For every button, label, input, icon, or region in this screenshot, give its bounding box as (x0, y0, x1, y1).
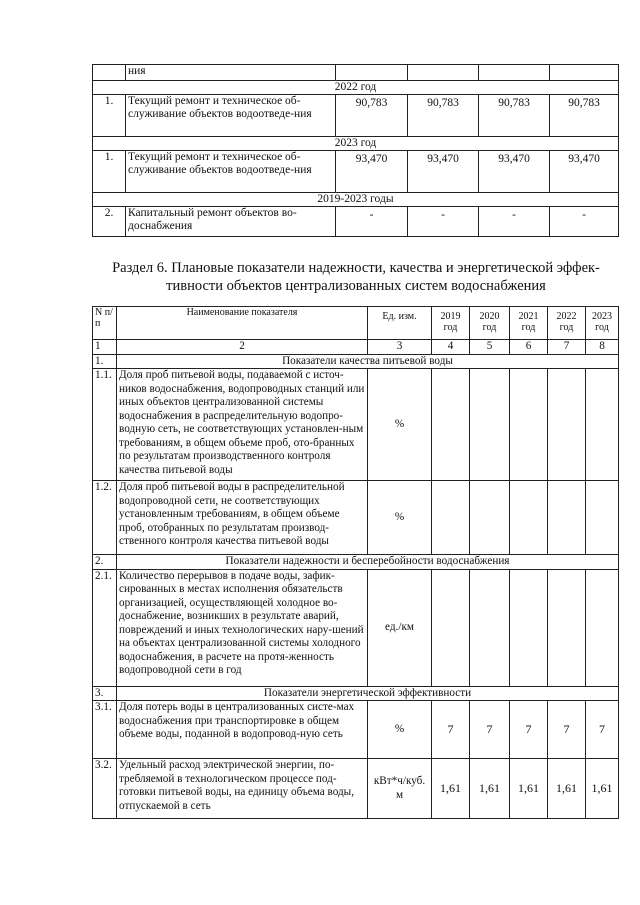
table-row (93, 759, 619, 819)
section-header-row (93, 686, 619, 701)
value-cell: 7 (470, 701, 510, 759)
row-name: Текущий ремонт и техническое об-служивание объектов водоотведе-ния (126, 151, 336, 193)
value-cell: - (336, 207, 408, 237)
value-cell: 90,783 (479, 95, 550, 137)
value-cell (586, 569, 619, 686)
header-year: 2021 год (510, 307, 548, 340)
value-cell (432, 481, 470, 555)
value-cell (548, 569, 586, 686)
section-header-row (93, 354, 619, 369)
value-cell: 93,470 (550, 151, 619, 193)
header-unit: Ед. изм. (368, 307, 432, 340)
value-cell: 7 (586, 701, 619, 759)
value-cell: - (550, 207, 619, 237)
row-number: 3.1. (93, 701, 117, 759)
header-year: 2023 год (586, 307, 619, 340)
value-cell: 7 (510, 701, 548, 759)
year-label: 2019-2023 годы (93, 193, 619, 207)
value-cell: 7 (432, 701, 470, 759)
year-header-row (93, 81, 619, 95)
row-name: Доля проб питьевой воды, подаваемой с источ-ников водоснабжения, водопроводных станций или иных объектов централизованной системы водоснабжения в распределительную водопро-водную сеть, не соответствующих установлен-ным требованиям, в общем объеме проб, ото-бранных по результатам производственного контроля качества питьевой воды (117, 369, 368, 481)
column-number: 5 (470, 340, 510, 355)
section-heading: Показатели качества питьевой воды (117, 354, 619, 369)
value-cell (470, 481, 510, 555)
row-number: 1.1. (93, 369, 117, 481)
value-cell (586, 369, 619, 481)
indicators-table (92, 306, 619, 819)
value-cell: 1,61 (586, 759, 619, 819)
header-year: 2020 год (470, 307, 510, 340)
section-number: 1. (93, 354, 117, 369)
table-row (93, 207, 619, 237)
row-name: Доля потерь воды в централизованных систе-мах водоснабжения при транспортировке в общем объеме воды, поданной в водопровод-ную сеть (117, 701, 368, 759)
column-number: 8 (586, 340, 619, 355)
column-number: 6 (510, 340, 548, 355)
row-unit: ед./км (368, 569, 432, 686)
row-name: ния (126, 65, 336, 81)
value-cell (470, 369, 510, 481)
row-name: Доля проб питьевой воды в распределительной водопроводной сети, не соответствующих установленным требованиям, в общем объеме проб, отобранных по результатам производ-ственного контроля качества питьевой воды (117, 481, 368, 555)
row-number: 3.2. (93, 759, 117, 819)
column-number: 4 (432, 340, 470, 355)
row-name: Капитальный ремонт объектов во-доснабжения (126, 207, 336, 237)
table-row (93, 95, 619, 137)
header-name: Наименование показателя (117, 307, 368, 340)
section-number: 2. (93, 555, 117, 570)
value-cell (432, 569, 470, 686)
row-unit: % (368, 701, 432, 759)
row-unit: кВт*ч/куб. м (368, 759, 432, 819)
column-number: 7 (548, 340, 586, 355)
section-header-row (93, 555, 619, 570)
table-row (93, 701, 619, 759)
previous-section-table (92, 64, 619, 237)
value-cell (548, 481, 586, 555)
value-cell: 93,470 (479, 151, 550, 193)
value-cell: - (408, 207, 479, 237)
column-number: 2 (117, 340, 368, 355)
value-cell: 90,783 (550, 95, 619, 137)
section-heading: Показатели энергетической эффективности (117, 686, 619, 701)
value-cell (510, 369, 548, 481)
year-header-row (93, 137, 619, 151)
table-row (93, 569, 619, 686)
value-cell: 7 (548, 701, 586, 759)
column-number: 3 (368, 340, 432, 355)
header-num: N п/п (93, 307, 117, 340)
row-unit: % (368, 369, 432, 481)
value-cell (586, 481, 619, 555)
value-cell: 90,783 (336, 95, 408, 137)
table-header-row (93, 307, 619, 340)
row-number: 1. (93, 95, 126, 137)
section-number: 3. (93, 686, 117, 701)
value-cell: - (479, 207, 550, 237)
value-cell: 1,61 (470, 759, 510, 819)
section-title: Раздел 6. Плановые показатели надежности, качества и энергетической эффек-тивности объектов централизованных систем водоснабжения (112, 260, 600, 294)
row-number: 1. (93, 151, 126, 193)
row-number: 2.1. (93, 569, 117, 686)
table-row (93, 481, 619, 555)
row-name: Удельный расход электрической энергии, по-требляемой в технологическом процессе под-готовки питьевой воды, на единицу объема воды, отпускаемой в сеть (117, 759, 368, 819)
column-number-row (93, 340, 619, 355)
value-cell (470, 569, 510, 686)
row-number (93, 65, 126, 81)
value-cell (510, 481, 548, 555)
column-number: 1 (93, 340, 117, 355)
value-cell: 1,61 (510, 759, 548, 819)
year-label: 2022 год (93, 81, 619, 95)
value-cell: 93,470 (336, 151, 408, 193)
value-cell (548, 369, 586, 481)
year-header-row (93, 193, 619, 207)
row-number: 1.2. (93, 481, 117, 555)
table-row (93, 65, 619, 81)
value-cell: 1,61 (548, 759, 586, 819)
row-name: Количество перерывов в подаче воды, зафик-сированных в местах исполнения обязательств организацией, осуществляющей холодное во-доснабжение, возникших в результате аварий, повреждений и иных технологических нару-шений на объектах централизованной системы холодного водоснабжения, в расчете на протя-женность водопроводной сети в год (117, 569, 368, 686)
row-name: Текущий ремонт и техническое об-служивание объектов водоотведе-ния (126, 95, 336, 137)
value-cell: 90,783 (408, 95, 479, 137)
table-row (93, 151, 619, 193)
value-cell (432, 369, 470, 481)
year-label: 2023 год (93, 137, 619, 151)
value-cell (510, 569, 548, 686)
table-row (93, 369, 619, 481)
value-cell: 1,61 (432, 759, 470, 819)
row-unit: % (368, 481, 432, 555)
value-cell: 93,470 (408, 151, 479, 193)
header-year: 2022 год (548, 307, 586, 340)
row-number: 2. (93, 207, 126, 237)
section-heading: Показатели надежности и бесперебойности водоснабжения (117, 555, 619, 570)
header-year: 2019 год (432, 307, 470, 340)
